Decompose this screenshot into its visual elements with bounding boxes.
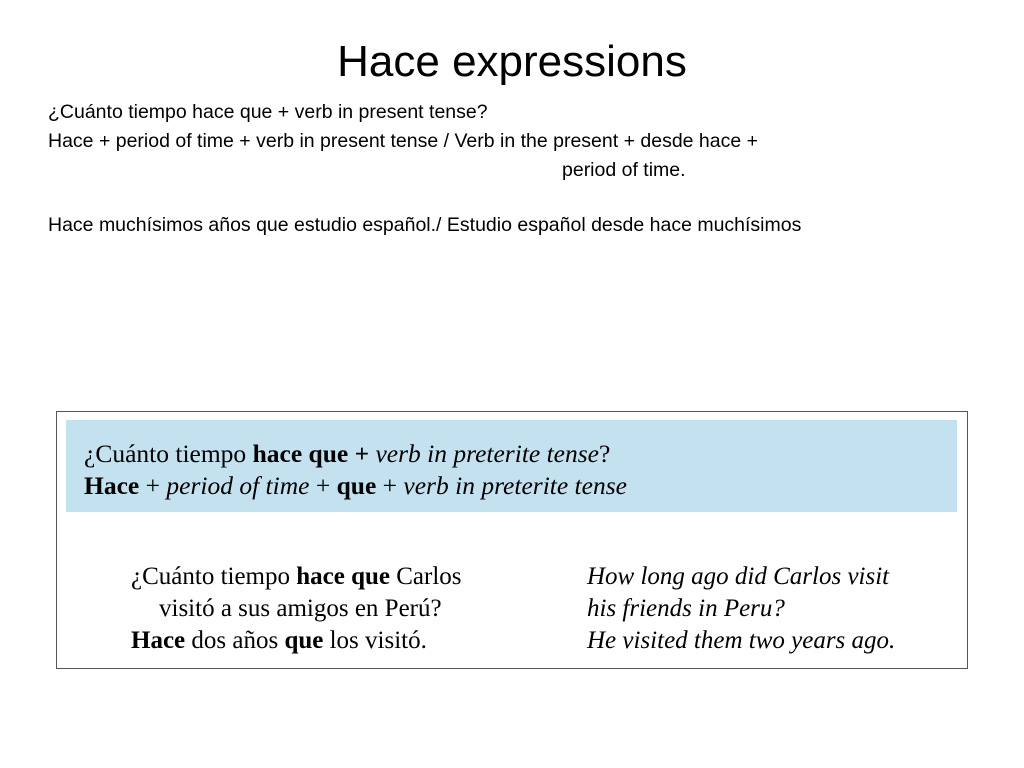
example-english bbox=[587, 561, 895, 657]
notes-question-formula: ¿Cuánto tiempo hace que + verb in present tense? bbox=[48, 101, 488, 123]
example-en-line3: He visited them two years ago. bbox=[587, 627, 896, 654]
notes-answer-formula-cont: period of time. bbox=[562, 159, 686, 181]
example-en-line1: How long ago did Carlos visit bbox=[587, 563, 890, 590]
rule-question: ¿Cuánto tiempo hace que + verb in preterite tense? bbox=[84, 439, 611, 468]
formula-band bbox=[66, 420, 957, 512]
notes-text bbox=[48, 98, 988, 240]
example-en-line2: his friends in Peru? bbox=[587, 595, 785, 622]
slide-title: Hace expressions bbox=[337, 37, 687, 86]
notes-answer-formula: Hace + period of time + verb in present tense / Verb in the present + desde hace + bbox=[48, 130, 759, 152]
textbook-excerpt bbox=[56, 411, 968, 669]
example-es-line3: Hace dos años que los visitó. bbox=[131, 627, 427, 654]
example-es-line1: ¿Cuánto tiempo hace que Carlos bbox=[131, 563, 462, 590]
notes-example: Hace muchísimos años que estudio español./ Estudio español desde hace muchísimos bbox=[48, 214, 802, 236]
example-spanish bbox=[131, 561, 462, 657]
rule-answer: Hace + period of time + que + verb in preterite tense bbox=[84, 471, 627, 500]
example-es-line2: visitó a sus amigos en Perú? bbox=[159, 595, 442, 622]
